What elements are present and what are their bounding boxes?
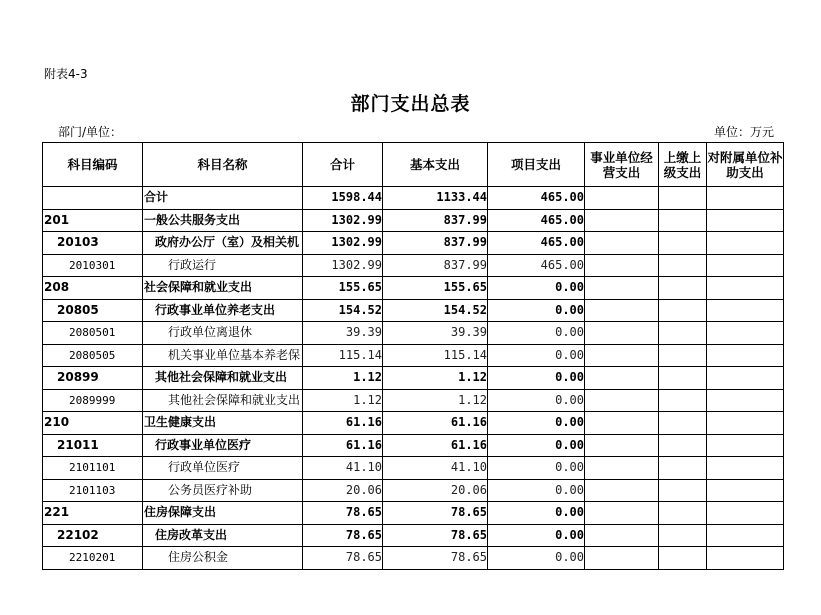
cell-basic: 61.16 (383, 434, 488, 457)
cell-business (585, 322, 659, 345)
cell-name: 机关事业单位基本养老保 (143, 344, 303, 367)
cell-business (585, 209, 659, 232)
department-label: 部门/单位： (58, 125, 123, 139)
cell-name: 住房改革支出 (143, 524, 303, 547)
cell-basic: 78.65 (383, 502, 488, 525)
cell-basic: 39.39 (383, 322, 488, 345)
cell-superior (659, 412, 707, 435)
cell-name: 政府办公厅（室）及相关机 (143, 232, 303, 255)
table-row (43, 209, 784, 232)
cell-basic: 78.65 (383, 547, 488, 570)
cell-business (585, 412, 659, 435)
attachment-label: 附表4-3 (44, 67, 88, 81)
header-code: 科目编码 (43, 143, 143, 187)
cell-project: 0.00 (488, 434, 585, 457)
cell-name: 住房保障支出 (143, 502, 303, 525)
cell-business (585, 344, 659, 367)
cell-total: 78.65 (303, 502, 383, 525)
cell-code: 221 (43, 502, 143, 525)
cell-superior (659, 367, 707, 390)
cell-project: 0.00 (488, 322, 585, 345)
cell-business (585, 479, 659, 502)
cell-code (43, 187, 143, 210)
table-header-row (43, 143, 784, 187)
cell-business (585, 254, 659, 277)
cell-subsidy (707, 299, 784, 322)
cell-total: 1302.99 (303, 232, 383, 255)
cell-superior (659, 322, 707, 345)
cell-total: 39.39 (303, 322, 383, 345)
cell-code: 2101101 (43, 457, 143, 480)
cell-subsidy (707, 479, 784, 502)
table-row (43, 254, 784, 277)
cell-basic: 155.65 (383, 277, 488, 300)
cell-project: 465.00 (488, 187, 585, 210)
cell-project: 0.00 (488, 389, 585, 412)
cell-business (585, 367, 659, 390)
table-row (43, 479, 784, 502)
cell-code: 2101103 (43, 479, 143, 502)
cell-subsidy (707, 412, 784, 435)
cell-project: 0.00 (488, 277, 585, 300)
table-row (43, 412, 784, 435)
cell-superior (659, 502, 707, 525)
cell-subsidy (707, 344, 784, 367)
table-row (43, 344, 784, 367)
cell-basic: 61.16 (383, 412, 488, 435)
cell-total: 78.65 (303, 524, 383, 547)
table-row (43, 299, 784, 322)
cell-superior (659, 389, 707, 412)
cell-business (585, 502, 659, 525)
cell-name: 一般公共服务支出 (143, 209, 303, 232)
cell-subsidy (707, 277, 784, 300)
cell-code: 20103 (43, 232, 143, 255)
table-row (43, 434, 784, 457)
cell-total: 155.65 (303, 277, 383, 300)
cell-superior (659, 232, 707, 255)
cell-superior (659, 479, 707, 502)
cell-superior (659, 344, 707, 367)
cell-project: 0.00 (488, 367, 585, 390)
cell-project: 0.00 (488, 547, 585, 570)
cell-code: 2089999 (43, 389, 143, 412)
cell-subsidy (707, 547, 784, 570)
cell-name: 住房公积金 (143, 547, 303, 570)
expenditure-table (42, 142, 784, 570)
cell-code: 20899 (43, 367, 143, 390)
table-row (43, 322, 784, 345)
cell-basic: 1.12 (383, 389, 488, 412)
cell-code: 2080501 (43, 322, 143, 345)
cell-project: 465.00 (488, 209, 585, 232)
cell-project: 0.00 (488, 344, 585, 367)
cell-basic: 41.10 (383, 457, 488, 480)
cell-subsidy (707, 254, 784, 277)
table-body (43, 187, 784, 570)
cell-business (585, 187, 659, 210)
cell-business (585, 389, 659, 412)
table-row (43, 457, 784, 480)
cell-subsidy (707, 232, 784, 255)
cell-name: 其他社会保障和就业支出 (143, 389, 303, 412)
cell-subsidy (707, 502, 784, 525)
cell-subsidy (707, 434, 784, 457)
cell-name: 公务员医疗补助 (143, 479, 303, 502)
cell-project: 0.00 (488, 299, 585, 322)
cell-total: 1598.44 (303, 187, 383, 210)
cell-total: 78.65 (303, 547, 383, 570)
header-project: 项目支出 (488, 143, 585, 187)
cell-subsidy (707, 322, 784, 345)
table-row (43, 232, 784, 255)
cell-business (585, 232, 659, 255)
cell-business (585, 434, 659, 457)
cell-total: 20.06 (303, 479, 383, 502)
cell-project: 465.00 (488, 254, 585, 277)
header-superior: 上缴上级支出 (659, 143, 707, 187)
cell-total: 41.10 (303, 457, 383, 480)
header-business: 事业单位经营支出 (585, 143, 659, 187)
cell-business (585, 524, 659, 547)
cell-superior (659, 434, 707, 457)
cell-name: 合计 (143, 187, 303, 210)
cell-superior (659, 299, 707, 322)
cell-code: 210 (43, 412, 143, 435)
table-row (43, 367, 784, 390)
cell-code: 2210201 (43, 547, 143, 570)
cell-project: 0.00 (488, 412, 585, 435)
cell-project: 465.00 (488, 232, 585, 255)
cell-name: 行政单位离退休 (143, 322, 303, 345)
table-row (43, 547, 784, 570)
cell-basic: 837.99 (383, 232, 488, 255)
cell-total: 1.12 (303, 389, 383, 412)
table-row (43, 502, 784, 525)
cell-basic: 1.12 (383, 367, 488, 390)
cell-basic: 837.99 (383, 254, 488, 277)
cell-total: 1302.99 (303, 209, 383, 232)
cell-code: 208 (43, 277, 143, 300)
cell-name: 行政单位医疗 (143, 457, 303, 480)
cell-name: 卫生健康支出 (143, 412, 303, 435)
table-row (43, 524, 784, 547)
cell-basic: 1133.44 (383, 187, 488, 210)
cell-business (585, 457, 659, 480)
cell-project: 0.00 (488, 502, 585, 525)
table-row (43, 187, 784, 210)
cell-total: 61.16 (303, 412, 383, 435)
cell-basic: 154.52 (383, 299, 488, 322)
cell-superior (659, 457, 707, 480)
cell-business (585, 277, 659, 300)
cell-superior (659, 187, 707, 210)
cell-total: 115.14 (303, 344, 383, 367)
cell-total: 1302.99 (303, 254, 383, 277)
header-basic: 基本支出 (383, 143, 488, 187)
cell-name: 行政运行 (143, 254, 303, 277)
cell-basic: 837.99 (383, 209, 488, 232)
cell-project: 0.00 (488, 457, 585, 480)
cell-superior (659, 524, 707, 547)
cell-subsidy (707, 367, 784, 390)
cell-basic: 115.14 (383, 344, 488, 367)
cell-subsidy (707, 389, 784, 412)
cell-subsidy (707, 209, 784, 232)
cell-code: 21011 (43, 434, 143, 457)
cell-total: 61.16 (303, 434, 383, 457)
cell-project: 0.00 (488, 524, 585, 547)
cell-code: 2080505 (43, 344, 143, 367)
cell-code: 20805 (43, 299, 143, 322)
cell-code: 22102 (43, 524, 143, 547)
cell-name: 行政事业单位养老支出 (143, 299, 303, 322)
table-row (43, 389, 784, 412)
cell-name: 社会保障和就业支出 (143, 277, 303, 300)
unit-label: 单位：万元 (713, 125, 774, 139)
cell-basic: 78.65 (383, 524, 488, 547)
cell-business (585, 299, 659, 322)
cell-superior (659, 209, 707, 232)
cell-subsidy (707, 457, 784, 480)
cell-superior (659, 254, 707, 277)
cell-total: 154.52 (303, 299, 383, 322)
cell-project: 0.00 (488, 479, 585, 502)
cell-subsidy (707, 524, 784, 547)
page-title: 部门支出总表 (350, 93, 471, 115)
cell-subsidy (707, 187, 784, 210)
header-total: 合计 (303, 143, 383, 187)
header-subsidy: 对附属单位补助支出 (707, 143, 784, 187)
cell-business (585, 547, 659, 570)
table-row (43, 277, 784, 300)
cell-name: 其他社会保障和就业支出 (143, 367, 303, 390)
cell-code: 2010301 (43, 254, 143, 277)
cell-code: 201 (43, 209, 143, 232)
cell-superior (659, 277, 707, 300)
cell-basic: 20.06 (383, 479, 488, 502)
cell-name: 行政事业单位医疗 (143, 434, 303, 457)
header-name: 科目名称 (143, 143, 303, 187)
cell-total: 1.12 (303, 367, 383, 390)
cell-superior (659, 547, 707, 570)
